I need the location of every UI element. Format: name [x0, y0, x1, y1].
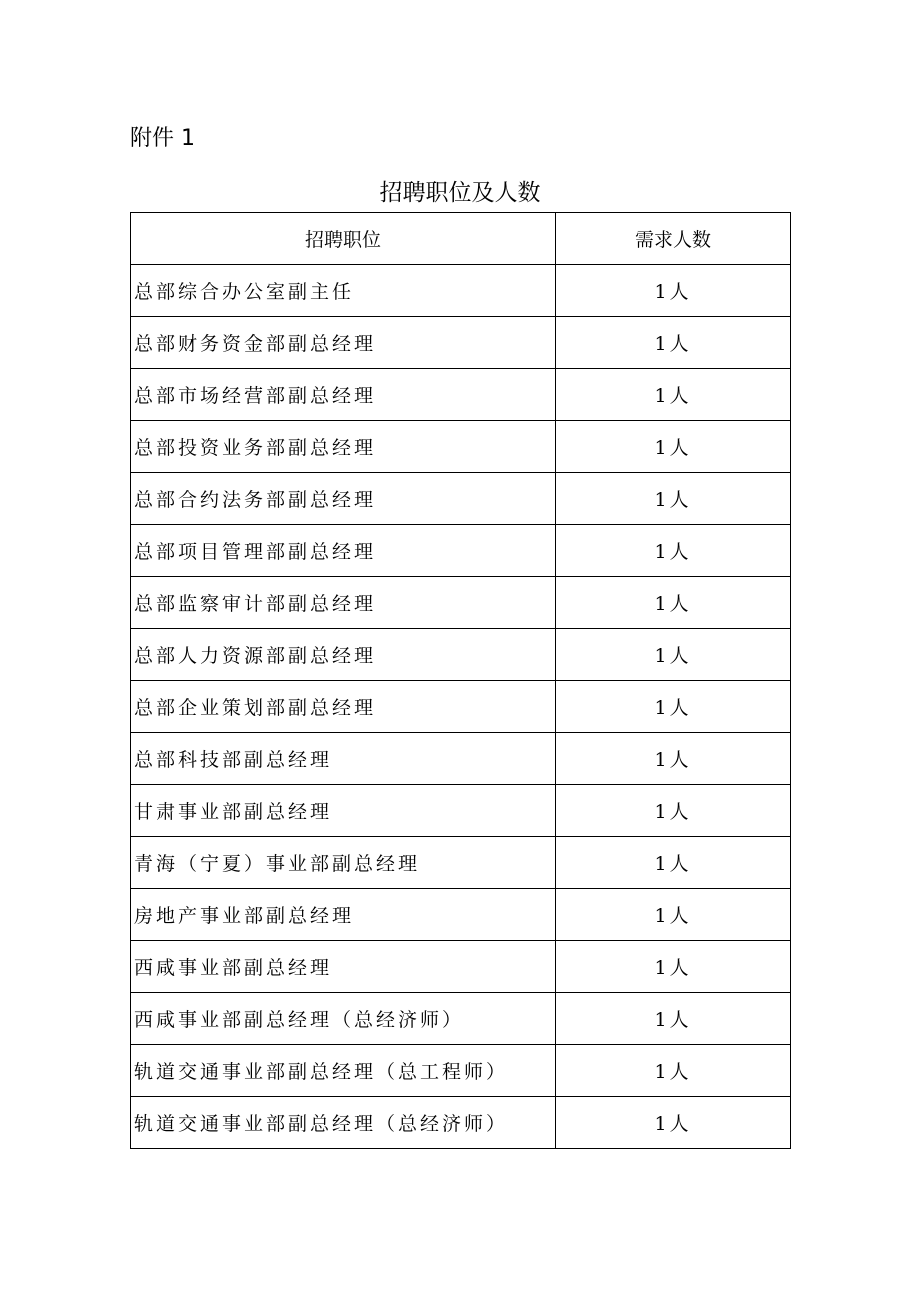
position-cell: 轨道交通事业部副总经理（总工程师） — [131, 1045, 556, 1097]
position-cell: 总部人力资源部副总经理 — [131, 629, 556, 681]
position-cell: 轨道交通事业部副总经理（总经济师） — [131, 1097, 556, 1149]
table-row — [131, 369, 791, 421]
position-cell: 甘肃事业部副总经理 — [131, 785, 556, 837]
position-cell: 总部企业策划部副总经理 — [131, 681, 556, 733]
table-row — [131, 993, 791, 1045]
table-row — [131, 317, 791, 369]
table-row — [131, 941, 791, 993]
table-row — [131, 473, 791, 525]
count-cell: 1人 — [556, 473, 791, 525]
table-row — [131, 681, 791, 733]
table-row — [131, 421, 791, 473]
count-cell: 1人 — [556, 265, 791, 317]
table-header-row — [131, 213, 791, 265]
count-cell: 1人 — [556, 889, 791, 941]
count-cell: 1人 — [556, 629, 791, 681]
count-cell: 1人 — [556, 421, 791, 473]
count-cell: 1人 — [556, 577, 791, 629]
position-cell: 房地产事业部副总经理 — [131, 889, 556, 941]
position-cell: 总部监察审计部副总经理 — [131, 577, 556, 629]
count-cell: 1人 — [556, 733, 791, 785]
count-cell: 1人 — [556, 1045, 791, 1097]
header-count: 需求人数 — [556, 213, 791, 265]
count-cell: 1人 — [556, 993, 791, 1045]
table-row — [131, 1045, 791, 1097]
count-cell: 1人 — [556, 837, 791, 889]
count-cell: 1人 — [556, 525, 791, 577]
count-cell: 1人 — [556, 941, 791, 993]
position-cell: 总部市场经营部副总经理 — [131, 369, 556, 421]
position-cell: 总部投资业务部副总经理 — [131, 421, 556, 473]
position-cell: 总部财务资金部副总经理 — [131, 317, 556, 369]
count-cell: 1人 — [556, 785, 791, 837]
table-row — [131, 629, 791, 681]
position-cell: 西咸事业部副总经理（总经济师） — [131, 993, 556, 1045]
table-body — [131, 265, 791, 1149]
table-row — [131, 1097, 791, 1149]
table-row — [131, 785, 791, 837]
position-cell: 总部项目管理部副总经理 — [131, 525, 556, 577]
table-row — [131, 733, 791, 785]
table-row — [131, 265, 791, 317]
table-row — [131, 525, 791, 577]
position-cell: 总部合约法务部副总经理 — [131, 473, 556, 525]
header-position: 招聘职位 — [131, 213, 556, 265]
attachment-label: 附件 1 — [130, 126, 195, 151]
position-cell: 总部综合办公室副主任 — [131, 265, 556, 317]
document-title: 招聘职位及人数 — [379, 180, 541, 206]
count-cell: 1人 — [556, 369, 791, 421]
position-cell: 西咸事业部副总经理 — [131, 941, 556, 993]
table-row — [131, 889, 791, 941]
count-cell: 1人 — [556, 1097, 791, 1149]
count-cell: 1人 — [556, 317, 791, 369]
table-row — [131, 577, 791, 629]
position-cell: 总部科技部副总经理 — [131, 733, 556, 785]
count-cell: 1人 — [556, 681, 791, 733]
position-cell: 青海（宁夏）事业部副总经理 — [131, 837, 556, 889]
recruitment-table — [130, 212, 791, 1149]
table-row — [131, 837, 791, 889]
